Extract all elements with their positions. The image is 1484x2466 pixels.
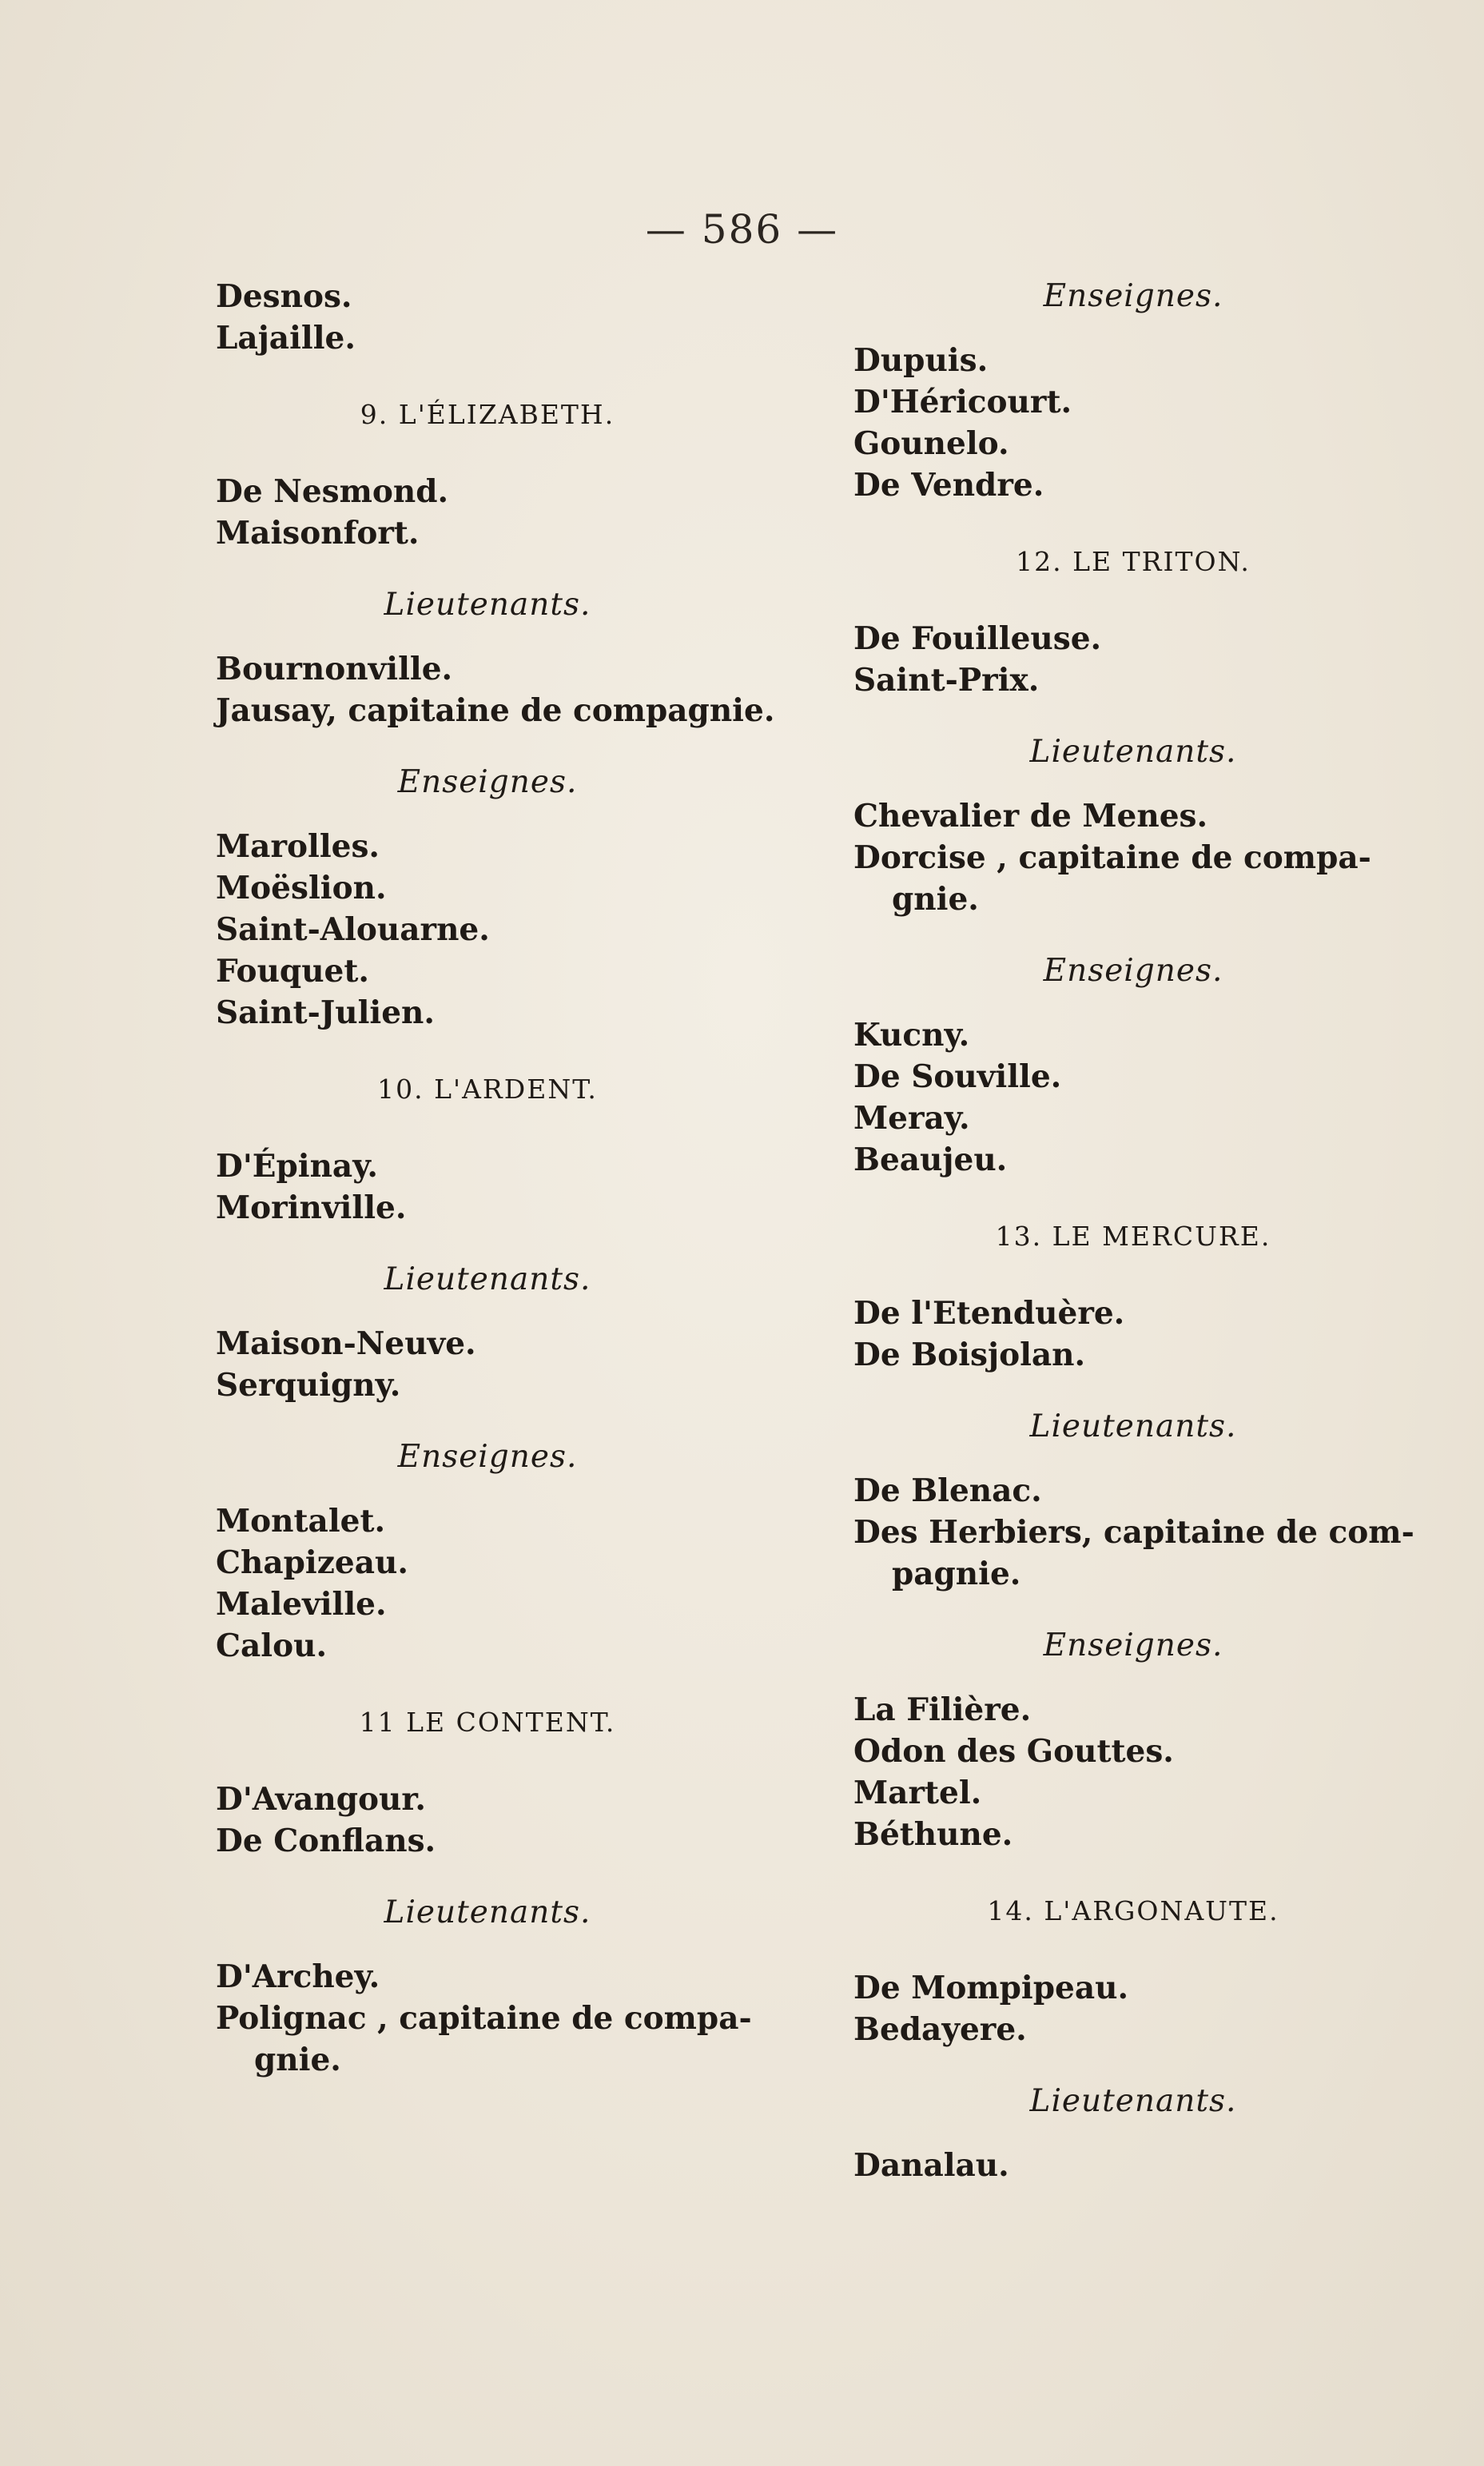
officer-name: De Souville. (853, 1058, 1062, 1095)
officer-name: Maison-Neuve. (216, 1325, 476, 1362)
officer-name: Marolles. (216, 828, 380, 865)
officer-name-continuation: gnie. (892, 881, 979, 918)
officer-name: Saint-Alouarne. (216, 911, 490, 948)
officer-name: Dorcise , capitaine de compa- (853, 839, 1371, 876)
officer-name: Jausay, capitaine de compagnie. (216, 692, 775, 729)
officer-name: Bedayere. (853, 2011, 1027, 2048)
officer-name: Chapizeau. (216, 1544, 408, 1581)
officer-name: Kucny. (853, 1017, 970, 1054)
ship-heading (853, 1890, 1413, 1932)
officer-name: Beaujeu. (853, 1141, 1008, 1178)
officer-name: Serquigny. (216, 1367, 401, 1404)
ship-name: L'ARDENT. (434, 1074, 598, 1105)
ship-name: L'ARGONAUTE. (1044, 1895, 1279, 1926)
rank-heading: Enseignes. (1043, 278, 1223, 314)
officer-name: Gounelo. (853, 425, 1009, 462)
officer-name-continuation: pagnie. (892, 1556, 1021, 1592)
officer-name: De Blenac. (853, 1472, 1042, 1509)
ship-heading (216, 394, 759, 436)
officer-name: Saint-Julien. (216, 994, 435, 1031)
officer-name: Desnos. (216, 278, 352, 315)
officer-name: D'Héricourt. (853, 384, 1072, 420)
officer-name: De Boisjolan. (853, 1337, 1086, 1373)
left-column (216, 276, 775, 2081)
officer-name: Calou. (216, 1627, 328, 1664)
officer-name: De Mompipeau. (853, 1970, 1129, 2006)
officer-name: De Vendre. (853, 467, 1044, 504)
officer-name: Morinville. (216, 1189, 407, 1226)
ship-name: LE TRITON. (1072, 546, 1251, 577)
officer-name: Béthune. (853, 1816, 1013, 1853)
officer-name: Moëslion. (216, 870, 387, 906)
officer-name: Maisonfort. (216, 515, 420, 552)
officer-name: De Fouilleuse. (853, 620, 1102, 657)
ship-name: LE CONTENT. (406, 1707, 616, 1738)
officer-name: De Conflans. (216, 1823, 436, 1859)
rank-heading: Lieutenants. (1029, 2083, 1237, 2119)
officer-name: Odon des Gouttes. (853, 1733, 1174, 1770)
ship-number: 11 (359, 1707, 396, 1738)
officer-name: Danalau. (853, 2147, 1009, 2184)
rank-heading: Lieutenants. (384, 1894, 591, 1930)
officer-name: De Nesmond. (216, 473, 449, 510)
ship-number: 12. (1016, 546, 1063, 577)
ship-number: 13. (995, 1221, 1043, 1252)
rank-heading: Lieutenants. (384, 1261, 591, 1297)
officer-name: D'Avangour. (216, 1781, 426, 1818)
officer-name: Saint-Prix. (853, 662, 1040, 699)
rank-heading: Enseignes. (397, 764, 578, 800)
ship-heading (216, 1069, 759, 1110)
officer-name: Bournonville. (216, 651, 453, 687)
officer-name: Montalet. (216, 1503, 386, 1540)
officer-name: D'Archey. (216, 1958, 380, 1995)
ship-name: L'ÉLIZABETH. (398, 399, 615, 430)
ship-heading (216, 1702, 759, 1743)
page-number: — 586 — (645, 206, 839, 253)
ship-number: 14. (987, 1895, 1034, 1926)
officer-name: Martel. (853, 1775, 982, 1811)
rank-heading: Enseignes. (397, 1439, 578, 1475)
rank-heading: Enseignes. (1043, 1627, 1223, 1663)
officer-name: Dupuis. (853, 342, 989, 379)
ship-name: LE MERCURE. (1052, 1221, 1271, 1252)
officer-name: Lajaille. (216, 320, 356, 357)
rank-heading: Lieutenants. (1029, 734, 1237, 770)
officer-name: Chevalier de Menes. (853, 798, 1208, 835)
officer-name: D'Épinay. (216, 1148, 378, 1185)
ship-number: 10. (377, 1074, 424, 1105)
right-column (853, 276, 1413, 2186)
officer-name: Polignac , capitaine de compa- (216, 2000, 752, 2037)
rank-heading: Lieutenants. (1029, 1408, 1237, 1444)
officer-name: Fouquet. (216, 953, 369, 990)
ship-heading (853, 1216, 1413, 1257)
ship-number: 9. (360, 399, 389, 430)
officer-name-continuation: gnie. (254, 2042, 341, 2078)
officer-name: Meray. (853, 1100, 970, 1137)
rank-heading: Enseignes. (1043, 953, 1223, 989)
ship-heading (853, 541, 1413, 583)
officer-name: Maleville. (216, 1586, 387, 1623)
officer-name: La Filière. (853, 1691, 1032, 1728)
officer-name: Des Herbiers, capitaine de com- (853, 1514, 1414, 1551)
rank-heading: Lieutenants. (384, 587, 591, 623)
officer-name: De l'Etenduère. (853, 1295, 1125, 1332)
